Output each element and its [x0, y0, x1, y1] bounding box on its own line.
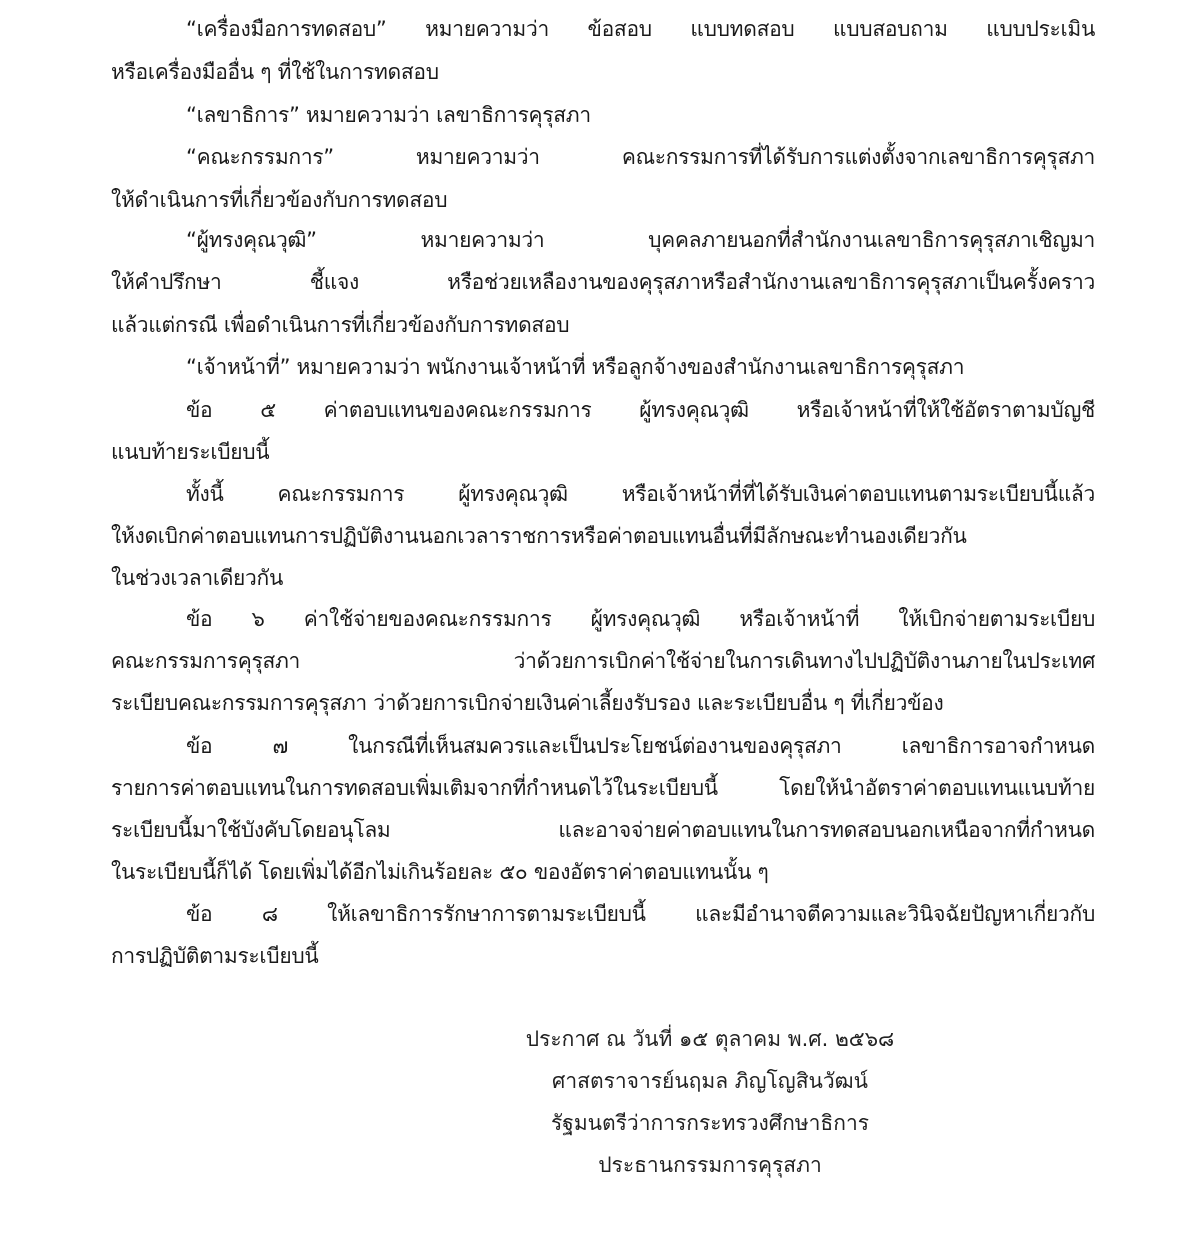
definition-committee-line-1: “คณะกรรมการ” หมายความว่า คณะกรรมการที่ได้รับการแต่งตั้งจากเลขาธิการคุรุสภา	[186, 145, 1095, 169]
clause-6-line-3: ระเบียบคณะกรรมการคุรุสภา ว่าด้วยการเบิกจ่ายเงินค่าเลี้ยงรับรอง และระเบียบอื่น ๆ ที่เกี่ยวข้อง	[111, 691, 944, 715]
definition-expert-line-3: แล้วแต่กรณี เพื่อดำเนินการที่เกี่ยวข้องกับการทดสอบ	[111, 313, 570, 337]
definition-committee-line-2: ให้ดำเนินการที่เกี่ยวข้องกับการทดสอบ	[111, 188, 448, 212]
signatory-role: ประธานกรรมการคุรุสภา	[598, 1153, 822, 1177]
clause-7-line-2: รายการค่าตอบแทนในการทดสอบเพิ่มเติมจากที่กำหนดไว้ในระเบียบนี้ โดยให้นำอัตราค่าตอบแทนแนบท้าย	[111, 776, 1095, 800]
clause-7-line-1: ข้อ ๗ ในกรณีที่เห็นสมควรและเป็นประโยชน์ต่องานของคุรุสภา เลขาธิการอาจกำหนด	[186, 734, 1095, 758]
announcement-date: ประกาศ ณ วันที่ ๑๕ ตุลาคม พ.ศ. ๒๕๖๘	[525, 1027, 895, 1051]
clause-7-line-3: ระเบียบนี้มาใช้บังคับโดยอนุโลม และอาจจ่ายค่าตอบแทนในการทดสอบนอกเหนือจากที่กำหนด	[111, 818, 1095, 842]
clause-6-line-2: คณะกรรมการคุรุสภา ว่าด้วยการเบิกค่าใช้จ่ายในการเดินทางไปปฏิบัติงานภายในประเทศ	[111, 649, 1095, 673]
signatory-position: รัฐมนตรีว่าการกระทรวงศึกษาธิการ	[550, 1111, 870, 1135]
clause-5-note-line-3: ในช่วงเวลาเดียวกัน	[111, 566, 284, 590]
definition-test-tools-line-1: “เครื่องมือการทดสอบ” หมายความว่า ข้อสอบ แบบทดสอบ แบบสอบถาม แบบประเมิน	[186, 17, 1095, 41]
clause-5-line-1: ข้อ ๕ ค่าตอบแทนของคณะกรรมการ ผู้ทรงคุณวุฒิ หรือเจ้าหน้าที่ให้ใช้อัตราตามบัญชี	[186, 398, 1095, 422]
clause-5-note-line-1: ทั้งนี้ คณะกรรมการ ผู้ทรงคุณวุฒิ หรือเจ้าหน้าที่ที่ได้รับเงินค่าตอบแทนตามระเบียบนี้แล้ว	[186, 482, 1095, 506]
definition-secretary-general: “เลขาธิการ” หมายความว่า เลขาธิการคุรุสภา	[186, 103, 591, 127]
clause-5-note-line-2: ให้งดเบิกค่าตอบแทนการปฏิบัติงานนอกเวลาราชการหรือค่าตอบแทนอื่นที่มีลักษณะทำนองเดียวกัน	[111, 524, 967, 548]
definition-officer: “เจ้าหน้าที่” หมายความว่า พนักงานเจ้าหน้าที่ หรือลูกจ้างของสำนักงานเลขาธิการคุรุสภา	[186, 355, 965, 379]
clause-8-line-2: การปฏิบัติตามระเบียบนี้	[111, 944, 319, 968]
definition-test-tools-line-2: หรือเครื่องมืออื่น ๆ ที่ใช้ในการทดสอบ	[111, 60, 439, 84]
clause-8-line-1: ข้อ ๘ ให้เลขาธิการรักษาการตามระเบียบนี้ และมีอำนาจตีความและวินิจฉัยปัญหาเกี่ยวกับ	[186, 902, 1095, 926]
clause-6-line-1: ข้อ ๖ ค่าใช้จ่ายของคณะกรรมการ ผู้ทรงคุณวุฒิ หรือเจ้าหน้าที่ ให้เบิกจ่ายตามระเบียบ	[186, 607, 1095, 631]
definition-expert-line-1: “ผู้ทรงคุณวุฒิ” หมายความว่า บุคคลภายนอกที่สำนักงานเลขาธิการคุรุสภาเชิญมา	[186, 228, 1095, 252]
definition-expert-line-2: ให้คำปรึกษา ชี้แจง หรือช่วยเหลืองานของคุรุสภาหรือสำนักงานเลขาธิการคุรุสภาเป็นครั้งคราว	[111, 270, 1095, 294]
clause-7-line-4: ในระเบียบนี้ก็ได้ โดยเพิ่มได้อีกไม่เกินร้อยละ ๕๐ ของอัตราค่าตอบแทนนั้น ๆ	[111, 860, 769, 884]
signatory-name: ศาสตราจารย์นฤมล ภิญโญสินวัฒน์	[552, 1069, 868, 1093]
clause-5-line-2: แนบท้ายระเบียบนี้	[111, 440, 270, 464]
